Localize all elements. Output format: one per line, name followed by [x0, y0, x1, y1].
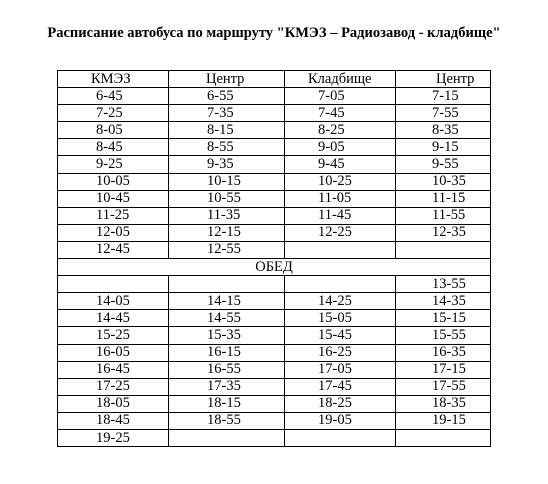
- time-cell: 7-25: [58, 105, 169, 122]
- time-cell: 10-45: [58, 190, 169, 207]
- time-cell: 19-15: [396, 412, 491, 429]
- time-cell: 15-05: [285, 310, 396, 327]
- schedule-body: [58, 71, 491, 447]
- time-cell: 17-35: [169, 378, 285, 395]
- time-cell: 16-55: [169, 361, 285, 378]
- time-cell: 10-15: [169, 173, 285, 190]
- time-cell: 15-15: [396, 310, 491, 327]
- time-cell: 9-35: [169, 156, 285, 173]
- header-row: [58, 71, 491, 88]
- time-cell: [58, 276, 169, 293]
- table-row: [58, 173, 491, 190]
- time-cell: [169, 276, 285, 293]
- time-cell: 16-35: [396, 344, 491, 361]
- time-cell: 17-25: [58, 378, 169, 395]
- time-cell: 19-05: [285, 412, 396, 429]
- table-row: [58, 190, 491, 207]
- time-cell: 11-55: [396, 207, 491, 224]
- time-cell: 11-35: [169, 207, 285, 224]
- time-cell: 12-55: [169, 241, 285, 258]
- time-cell: 11-45: [285, 207, 396, 224]
- time-cell: 17-45: [285, 378, 396, 395]
- time-cell: 17-15: [396, 361, 491, 378]
- table-row: [58, 361, 491, 378]
- time-cell: 11-05: [285, 190, 396, 207]
- time-cell: 10-35: [396, 173, 491, 190]
- time-cell: 8-25: [285, 122, 396, 139]
- bus-schedule-table: [57, 70, 491, 447]
- time-cell: 18-25: [285, 395, 396, 412]
- table-row: [58, 412, 491, 429]
- time-cell: 14-15: [169, 293, 285, 310]
- time-cell: 7-35: [169, 105, 285, 122]
- time-cell: 14-25: [285, 293, 396, 310]
- time-cell: 11-25: [58, 207, 169, 224]
- time-cell: 14-05: [58, 293, 169, 310]
- time-cell: 13-55: [396, 276, 491, 293]
- time-cell: 9-55: [396, 156, 491, 173]
- time-cell: [285, 241, 396, 258]
- time-cell: [285, 276, 396, 293]
- table-row: [58, 395, 491, 412]
- header-cell-center-return: Центр: [396, 71, 491, 88]
- header-cell-cemetery: Кладбище: [285, 71, 396, 88]
- table-row: [58, 224, 491, 241]
- time-cell: 15-55: [396, 327, 491, 344]
- table-row: [58, 122, 491, 139]
- time-cell: 12-25: [285, 224, 396, 241]
- time-cell: 15-35: [169, 327, 285, 344]
- time-cell: 18-15: [169, 395, 285, 412]
- table-row: [58, 344, 491, 361]
- time-cell: 16-15: [169, 344, 285, 361]
- time-cell: 7-45: [285, 105, 396, 122]
- lunch-break-label: ОБЕД: [58, 259, 491, 276]
- time-cell: 18-55: [169, 412, 285, 429]
- time-cell: 18-05: [58, 395, 169, 412]
- time-cell: 9-45: [285, 156, 396, 173]
- table-row: [58, 378, 491, 395]
- time-cell: [285, 429, 396, 446]
- time-cell: 10-25: [285, 173, 396, 190]
- time-cell: 8-55: [169, 139, 285, 156]
- time-cell: 12-45: [58, 241, 169, 258]
- table-row: [58, 105, 491, 122]
- time-cell: 6-55: [169, 88, 285, 105]
- header-cell-center: Центр: [169, 71, 285, 88]
- time-cell: 8-15: [169, 122, 285, 139]
- time-cell: 14-35: [396, 293, 491, 310]
- time-cell: 7-55: [396, 105, 491, 122]
- table-row: [58, 276, 491, 293]
- table-row: [58, 241, 491, 258]
- time-cell: 10-55: [169, 190, 285, 207]
- time-cell: 14-55: [169, 310, 285, 327]
- time-cell: 9-05: [285, 139, 396, 156]
- time-cell: 16-25: [285, 344, 396, 361]
- table-row: [58, 310, 491, 327]
- time-cell: 9-15: [396, 139, 491, 156]
- time-cell: 10-05: [58, 173, 169, 190]
- time-cell: [396, 241, 491, 258]
- time-cell: 19-25: [58, 429, 169, 446]
- time-cell: 8-45: [58, 139, 169, 156]
- time-cell: 17-05: [285, 361, 396, 378]
- time-cell: 6-45: [58, 88, 169, 105]
- time-cell: 14-45: [58, 310, 169, 327]
- table-row: [58, 88, 491, 105]
- table-row: [58, 139, 491, 156]
- time-cell: [396, 429, 491, 446]
- time-cell: 8-05: [58, 122, 169, 139]
- time-cell: 17-55: [396, 378, 491, 395]
- table-row: [58, 156, 491, 173]
- time-cell: [169, 429, 285, 446]
- time-cell: 7-05: [285, 88, 396, 105]
- time-cell: 9-25: [58, 156, 169, 173]
- time-cell: 12-15: [169, 224, 285, 241]
- table-row: [58, 207, 491, 224]
- lunch-row: [58, 259, 491, 276]
- header-cell-kmez: КМЭЗ: [58, 71, 169, 88]
- time-cell: 16-05: [58, 344, 169, 361]
- table-row: [58, 327, 491, 344]
- table-row: [58, 429, 491, 446]
- time-cell: 15-25: [58, 327, 169, 344]
- time-cell: 8-35: [396, 122, 491, 139]
- time-cell: 11-15: [396, 190, 491, 207]
- table-row: [58, 293, 491, 310]
- time-cell: 12-05: [58, 224, 169, 241]
- time-cell: 12-35: [396, 224, 491, 241]
- time-cell: 15-45: [285, 327, 396, 344]
- time-cell: 7-15: [396, 88, 491, 105]
- time-cell: 16-45: [58, 361, 169, 378]
- time-cell: 18-35: [396, 395, 491, 412]
- document-title: Расписание автобуса по маршруту "КМЭЗ – Радиозавод - кладбище": [47, 25, 501, 41]
- time-cell: 18-45: [58, 412, 169, 429]
